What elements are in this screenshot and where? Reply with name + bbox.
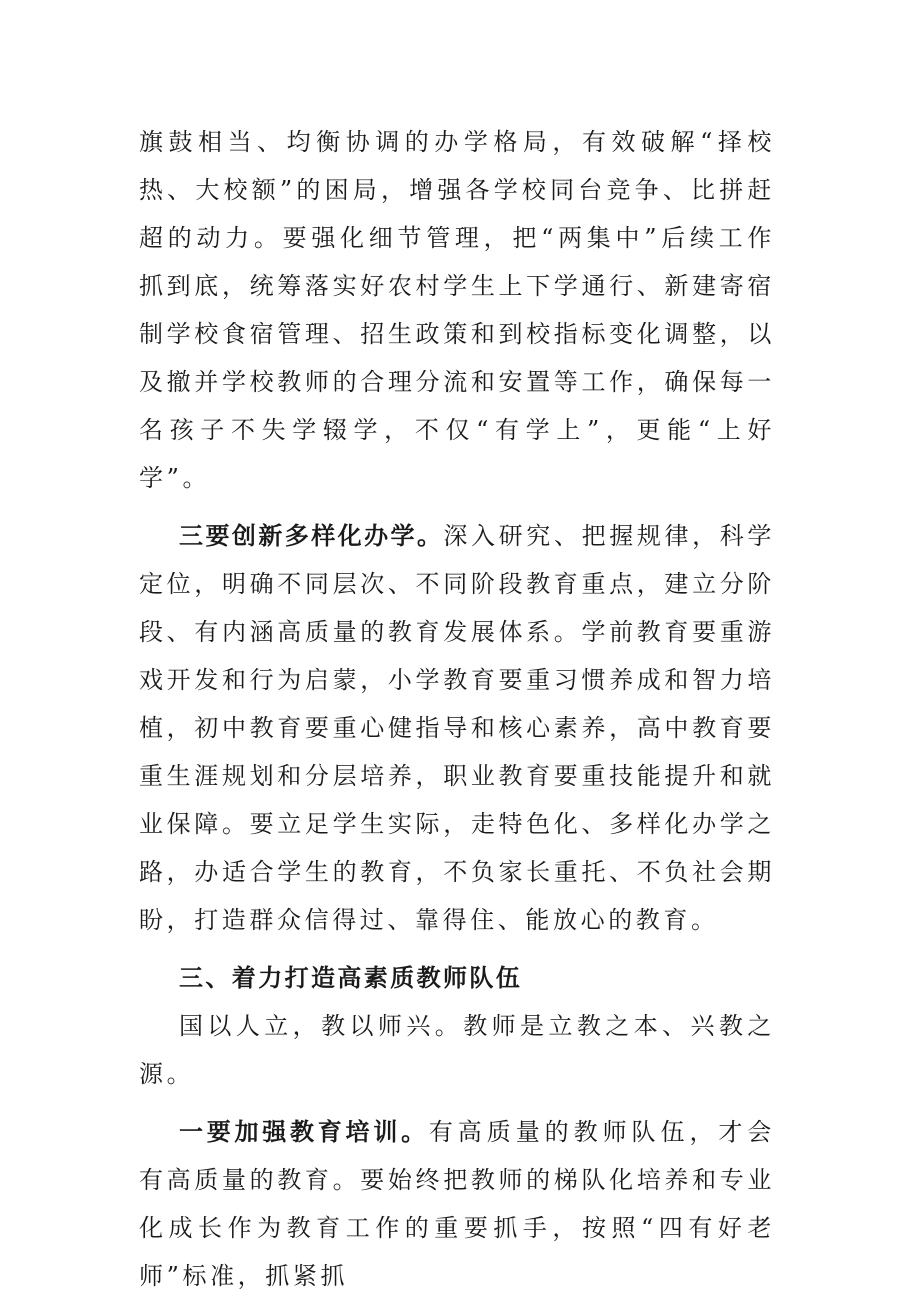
paragraph-text: 旗鼓相当、均衡协调的办学格局，有效破解“择校热、大校额”的困局，增强各学校同台竞争、比拼赶超的动力。要强化细节管理，把“两集中”后续工作抓到底，统筹落实好农村学生上下学通行、新建寄宿制学校食宿管理、招生政策和到校指标变化调整，以及撤并学校教师的合理分流和安置等工作，确保每一名孩子不失学辍学，不仅“有学上”，更能“上好学”。: [139, 128, 775, 492]
paragraph-intro: [139, 1002, 775, 1098]
paragraph-lead-bold: 一要加强教育培训。: [179, 1118, 429, 1146]
paragraph-text: 国以人立，教以师兴。教师是立教之本、兴教之源。: [139, 1012, 775, 1088]
paragraph-text: 有高质量的教师队伍，才会有高质量的教育。要始终把教师的梯队化培养和专业化成长作为教育工作的重要抓手，按照“四有好老师”标准，抓紧抓: [139, 1118, 775, 1290]
document-body: [139, 118, 775, 1300]
paragraph-lead-bold: 三要创新多样化办学。: [179, 522, 444, 550]
paragraph-training: [139, 1108, 775, 1300]
paragraph-diversified-schooling: [139, 512, 775, 944]
paragraph-continuation: [139, 118, 775, 502]
section-heading: 三、着力打造高素质教师队伍: [179, 964, 523, 992]
paragraph-text: 深入研究、把握规律，科学定位，明确不同层次、不同阶段教育重点，建立分阶段、有内涵高质量的教育发展体系。学前教育要重游戏开发和行为启蒙，小学教育要重习惯养成和智力培植，初中教育要重心健指导和核心素养，高中教育要重生涯规划和分层培养，职业教育要重技能提升和就业保障。要立足学生实际，走特色化、多样化办学之路，办适合学生的教育，不负家长重托、不负社会期盼，打造群众信得过、靠得住、能放心的教育。: [139, 522, 776, 934]
